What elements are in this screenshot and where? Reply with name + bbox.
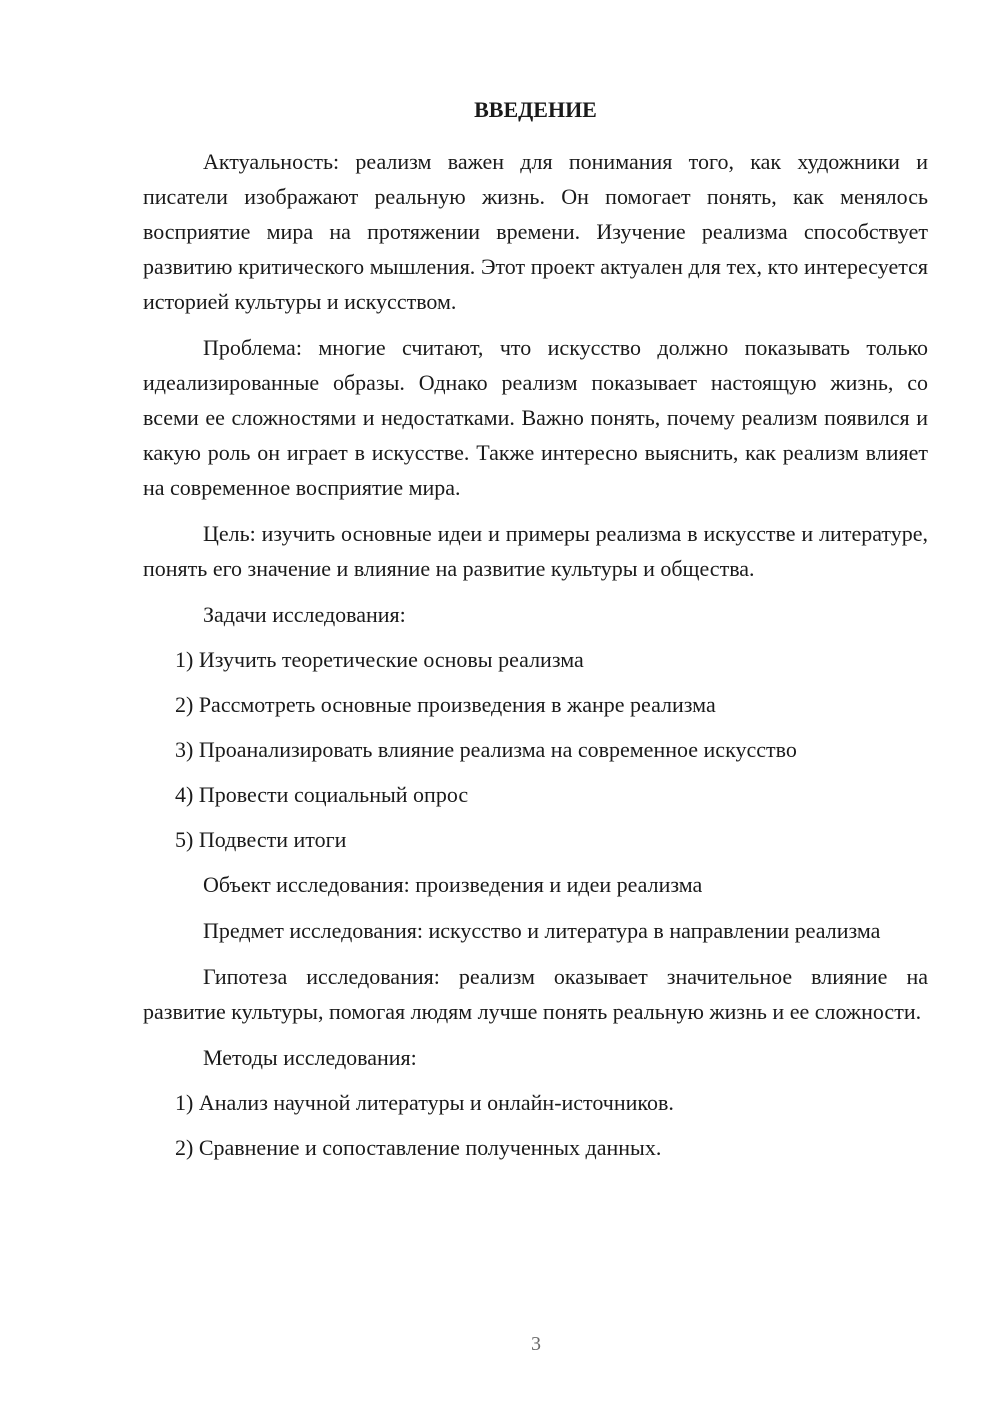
list-item: 5) Подвести итоги bbox=[175, 827, 347, 852]
list-item: 3) Проанализировать влияние реализма на современное искусство bbox=[175, 737, 797, 762]
problem-paragraph: Проблема: многие считают, что искусство должно показывать только идеализированные образы. Однако реализм показывает настоящую жизнь, со всеми ее сложностями и недостатками. Важно понять, почему реализм появился и какую роль он играет в искусстве. Также интересно выяснить, как реализм влияет на современное восприятие мира. bbox=[143, 335, 928, 500]
subject-paragraph: Предмет исследования: искусство и литература в направлении реализма bbox=[203, 918, 881, 943]
hypothesis-paragraph: Гипотеза исследования: реализм оказывает значительное влияние на развитие культуры, помогая людям лучше понять реальную жизнь и ее сложности. bbox=[143, 964, 928, 1024]
document-page bbox=[143, 92, 928, 1175]
list-item: 1) Анализ научной литературы и онлайн-источников. bbox=[175, 1090, 674, 1115]
document-title: ВВЕДЕНИЕ bbox=[474, 97, 597, 122]
list-item: 2) Рассмотреть основные произведения в жанре реализма bbox=[175, 692, 716, 717]
relevance-paragraph: Актуальность: реализм важен для понимания того, как художники и писатели изображают реальную жизнь. Он помогает понять, как менялось восприятие мира на протяжении времени. Изучение реализма способствует развитию критического мышления. Этот проект актуален для тех, кто интересуется историей культуры и искусством. bbox=[143, 149, 928, 314]
object-paragraph: Объект исследования: произведения и идеи реализма bbox=[203, 872, 703, 897]
page-number: 3 bbox=[531, 1333, 541, 1355]
methods-list bbox=[143, 1085, 928, 1165]
methods-label: Методы исследования: bbox=[203, 1045, 417, 1070]
tasks-label: Задачи исследования: bbox=[203, 602, 406, 627]
tasks-list bbox=[143, 642, 928, 857]
list-item: 2) Сравнение и сопоставление полученных данных. bbox=[175, 1135, 662, 1160]
list-item: 1) Изучить теоретические основы реализма bbox=[175, 647, 584, 672]
list-item: 4) Провести социальный опрос bbox=[175, 782, 469, 807]
goal-paragraph: Цель: изучить основные идеи и примеры реализма в искусстве и литературе, понять его значение и влияние на развитие культуры и общества. bbox=[143, 521, 928, 581]
